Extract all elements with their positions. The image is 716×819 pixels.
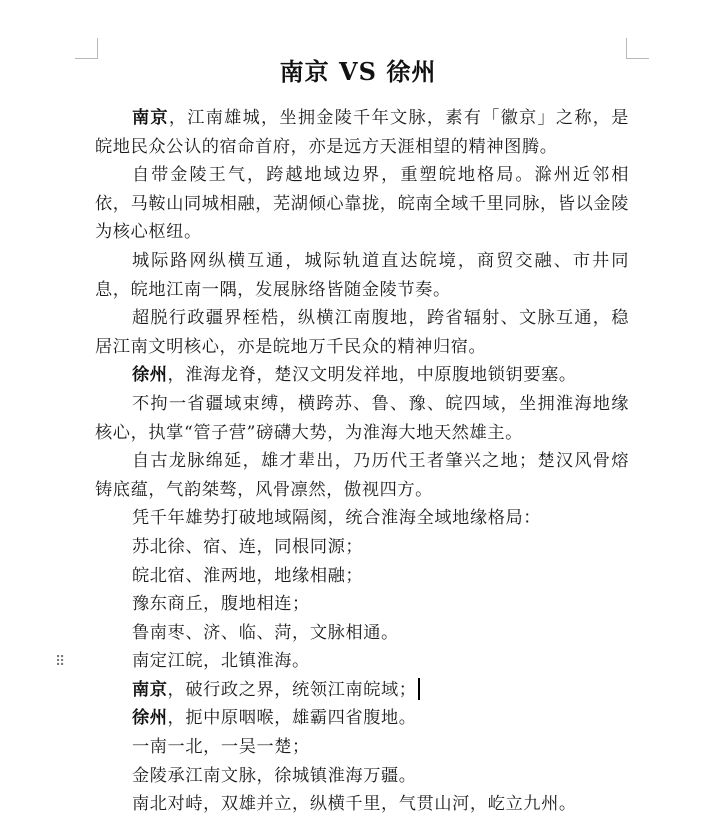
document-body[interactable]	[95, 104, 629, 819]
bold-keyword: 南京	[131, 679, 168, 700]
paragraph[interactable]	[95, 447, 629, 504]
paragraph-text: 一南一北，一吴一楚；	[131, 737, 310, 758]
paragraph[interactable]	[95, 762, 629, 791]
paragraph[interactable]	[95, 390, 629, 447]
paragraph[interactable]	[95, 790, 629, 819]
paragraph[interactable]	[95, 304, 629, 361]
paragraph-drag-handle-icon[interactable]: ⠿	[55, 654, 67, 670]
paragraph[interactable]	[95, 704, 629, 733]
paragraph-text: ，淮海龙脊，楚汉文明发祥地，中原腹地锁钥要塞。	[167, 365, 577, 386]
paragraph[interactable]	[95, 247, 629, 304]
paragraph-text: 金陵承江南文脉，徐城镇淮海万疆。	[131, 765, 417, 786]
bold-keyword: 徐州	[131, 365, 168, 386]
paragraph-text: 豫东商丘，腹地相连；	[131, 594, 310, 615]
paragraph-text: 超脱行政疆界桎梏，纵横江南腹地，跨省辐射、文脉互通，稳居江南文明核心，亦是皖地万千民众的精神归宿。	[95, 308, 629, 357]
paragraph[interactable]	[95, 533, 629, 562]
paragraph-text: 皖北宿、淮两地，地缘相融；	[131, 565, 364, 586]
paragraph[interactable]	[95, 562, 629, 591]
document-title[interactable]: 南京 VS 徐州	[279, 57, 437, 86]
paragraph-text: 南北对峙，双雄并立，纵横千里，气贯山河，屹立九州。	[131, 794, 577, 815]
paragraph-text: ，扼中原咽喉，雄霸四省腹地。	[167, 708, 417, 729]
paragraph-text: 鲁南枣、济、临、菏，文脉相通。	[131, 622, 399, 643]
paragraph[interactable]	[95, 647, 629, 676]
paragraph[interactable]	[95, 504, 629, 533]
paragraph-text: 城际路网纵横互通，城际轨道直达皖境，商贸交融、市井同息，皖地江南一隅，发展脉络皆随金陵节奏。	[95, 250, 629, 300]
text-cursor	[418, 678, 420, 700]
paragraph-text: 自带金陵王气，跨越地域边界，重塑皖地格局。滁州近邻相依，马鞍山同城相融，芜湖倾心靠拢，皖南全域千里同脉，皆以金陵为核心枢纽。	[95, 165, 629, 243]
paragraph[interactable]	[95, 161, 629, 247]
paragraph[interactable]	[95, 361, 629, 390]
paragraph-text: 南定江皖，北镇淮海。	[131, 651, 310, 672]
paragraph-text: 自古龙脉绵延，雄才辈出，乃历代王者肇兴之地；楚汉风骨熔铸底蕴，气韵桀骜，风骨凛然，傲视四方。	[95, 451, 629, 500]
paragraph[interactable]	[95, 676, 629, 705]
paragraph-text: 苏北徐、宿、连，同根同源；	[131, 536, 364, 557]
bold-keyword: 徐州	[131, 708, 168, 729]
paragraph-text: ，江南雄城，坐拥金陵千年文脉，素有「徽京」之称，是皖地民众公认的宿命首府，亦是远方天涯相望的精神图腾。	[95, 108, 629, 157]
paragraph-text: ，破行政之界，统领江南皖域；	[167, 679, 417, 700]
paragraph[interactable]	[95, 619, 629, 648]
paragraph-text: 不拘一省疆域束缚，横跨苏、鲁、豫、皖四域，坐拥淮海地缘核心，执掌“管子营”磅礴大势，为淮海大地天然雄主。	[95, 393, 629, 443]
bold-keyword: 南京	[131, 108, 169, 128]
paragraph[interactable]	[95, 104, 629, 161]
paragraph[interactable]	[95, 590, 629, 619]
paragraph[interactable]	[95, 733, 629, 762]
paragraph-text: 凭千年雄势打破地域隔阂，统合淮海全域地缘格局：	[131, 508, 542, 529]
